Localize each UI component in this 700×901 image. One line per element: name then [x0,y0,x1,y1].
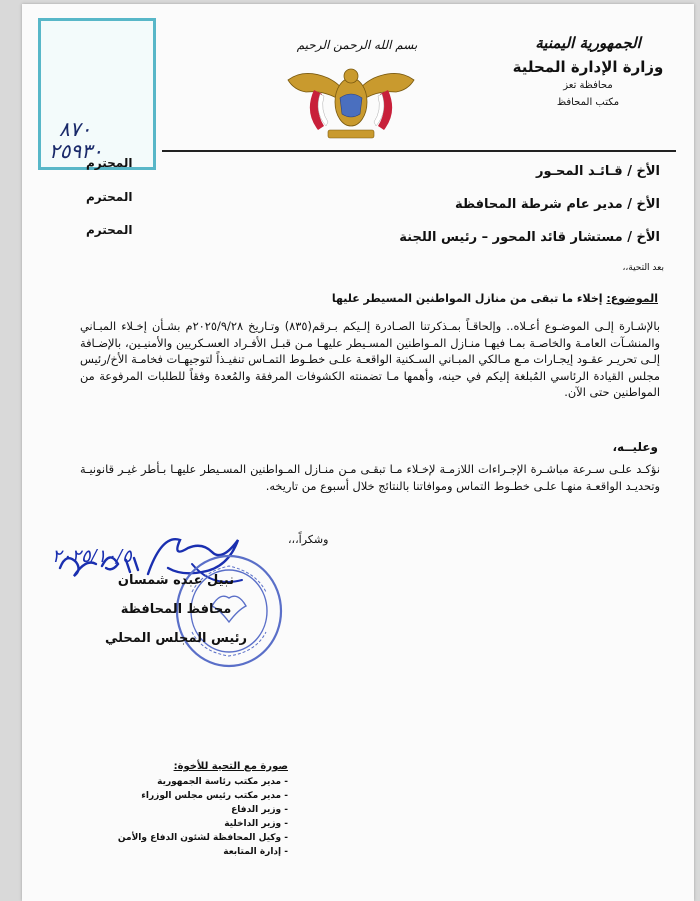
addressee-2: الأخ / مدير عام شرطة المحافظة [454,197,660,212]
cc-item: - وكيل المحافظة لشئون الدفاع والأمن [117,833,288,843]
body-paragraph-2: نؤكـد علـى سـرعة مباشـرة الإجـراءات اللازمـة لإخـلاء مـا تبقـى مـن منـازل المـواطنين المسـيطر عليهـا بـأطر غيـر قانونيـة وتحديـد الواقعـة منهـا علـى خطـوط التماس وموافاتنا بالنتائج خلال أسبوع من تاريخه. [80,462,660,493]
honorific-3: المحترم [86,223,133,237]
signatory-title: محافظ المحافظة [120,602,232,617]
handwritten-date: ٢٠٢٥/١٠/٥ [52,546,132,567]
governorate-name: محافظة تعز [563,80,613,91]
reference-stamp [38,18,156,170]
cc-item: - وزير الدفاع [231,805,288,815]
honorific-2: المحترم [86,190,133,204]
cc-item: - وزير الداخلية [224,819,288,829]
addressee-1: الأخ / قـائـد المحـور [535,164,660,179]
cc-item: - إدارة المتابعة [223,847,288,857]
reference-date: ٢٥٩٣٠ [49,139,103,163]
ministry-name: وزارة الإدارة المحلية [512,58,664,76]
subject-text: إخلاء ما تبقى من منازل المواطنين المسيطر عليها [331,292,607,305]
cc-item: - مدير مكتب رئيس مجلس الوزراء [141,791,288,801]
reference-number: ٨٧٠ [59,117,92,141]
letter-page [22,4,694,901]
and-accordingly: وعليــه، [612,440,658,454]
signatory-title-2: رئيس المجلس المحلي [104,631,248,646]
basmala: بسم الله الرحمن الرحيم [296,38,418,52]
office-name: مكتب المحافظ [556,97,620,108]
honorific-1: المحترم [86,156,133,170]
greeting: بعد التحية،، [622,263,664,273]
cc-list [58,761,288,859]
eagle-emblem-icon [284,60,418,142]
letterhead [508,34,668,108]
addressee-3: الأخ / مستشار قائد المحور – رئيس اللجنة [399,230,660,245]
header-divider [162,150,676,152]
body-paragraph-1: بالإشـارة إلـى الموضـوع أعـلاه.. وإلحاقـاً بمـذكرتنا الصـادرة إلـيكم بـرقم(٨٣٥) وتـاريخ ٢٠٢٥/٩/٢٨م بشـأن إخـلاء المبـاني والمنشـآت العامـة والخاصـة بمـا فيهـا منـازل المـواطنين المسـيطر عليهـا مـن قبـل الأفـراد العسـكريين والأمنيـين، بالإضـافة إلـى تحريـر عقـود إيجـارات مـع مـالكي المبـاني السـكنية الواقعـة علـى خطـوط التمـاس تنفيـذاً لتوجيهـات فخامـة الأخ/رئيس مجلس القيادة الرئاسي المُبلغة إليكم في حينه، وأهمها مـا تضمنته الكشوفات المرفقة والمُعدة وفقاً للطلبات المرفوعة من المواطنين حتى الآن. [80,319,660,399]
subject-line [98,292,658,305]
cc-title: صورة مع التحية للأخوة: [173,761,288,772]
republic-name: الجمهورية اليمنية [535,34,641,52]
cc-item: - مدير مكتب رئاسة الجمهورية [157,777,288,787]
closing: وشكراً،،، [288,533,329,546]
subject-label: الموضوع: [606,292,658,305]
signatory-name: نبيل عبده شمسان [117,573,235,588]
signatory-block [76,573,276,660]
